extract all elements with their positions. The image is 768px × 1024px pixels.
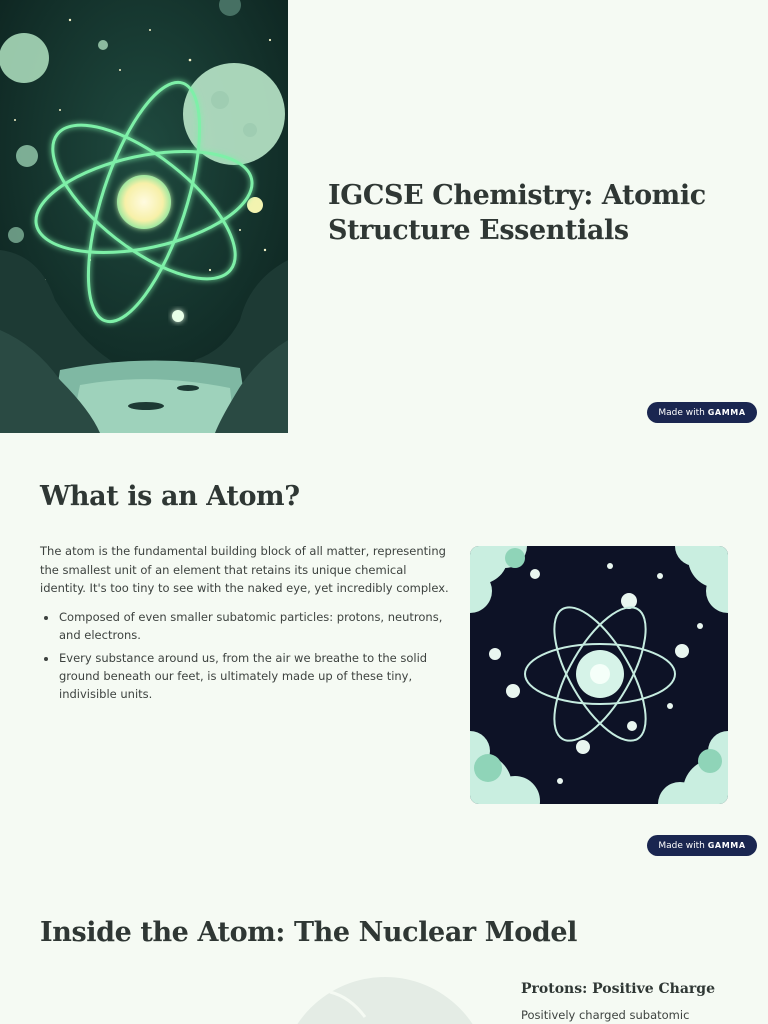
made-with-gamma-badge[interactable] [647, 835, 757, 856]
title-slide [0, 0, 768, 433]
nuclear-model-slide [0, 867, 768, 1024]
made-with-gamma-badge[interactable] [647, 402, 757, 423]
intro-paragraph: The atom is the fundamental building block of all matter, representing the smallest unit of an element that retains its unique chemical identity. It's too tiny to see with the naked eye, yet incredibly complex. [40, 544, 449, 595]
gamma-logo: GAMMA [707, 408, 746, 417]
protons-heading: Protons: Positive Charge [521, 981, 716, 997]
bullet-item: Every substance around us, from the air we breathe to the solid ground beneath our feet, is ultimately made up of these tiny, indivisible units. [40, 649, 450, 703]
protons-description: Positively charged subatomic [521, 1008, 690, 1022]
slide-title: IGCSE Chemistry: Atomic Structure Essentials [328, 180, 706, 246]
gamma-logo: GAMMA [707, 841, 746, 850]
section-title: Inside the Atom: The Nuclear Model [40, 917, 577, 948]
atom-hero-illustration [0, 0, 288, 433]
atom-card-illustration [470, 546, 728, 804]
atom-diagram-partial [270, 972, 500, 1024]
bullet-item: Composed of even smaller subatomic particles: protons, neutrons, and electrons. [40, 608, 450, 644]
badge-prefix: Made with [658, 408, 708, 418]
section-title: What is an Atom? [40, 481, 300, 512]
what-is-atom-slide [0, 433, 768, 867]
bullet-list [40, 608, 450, 708]
badge-prefix: Made with [658, 841, 708, 851]
